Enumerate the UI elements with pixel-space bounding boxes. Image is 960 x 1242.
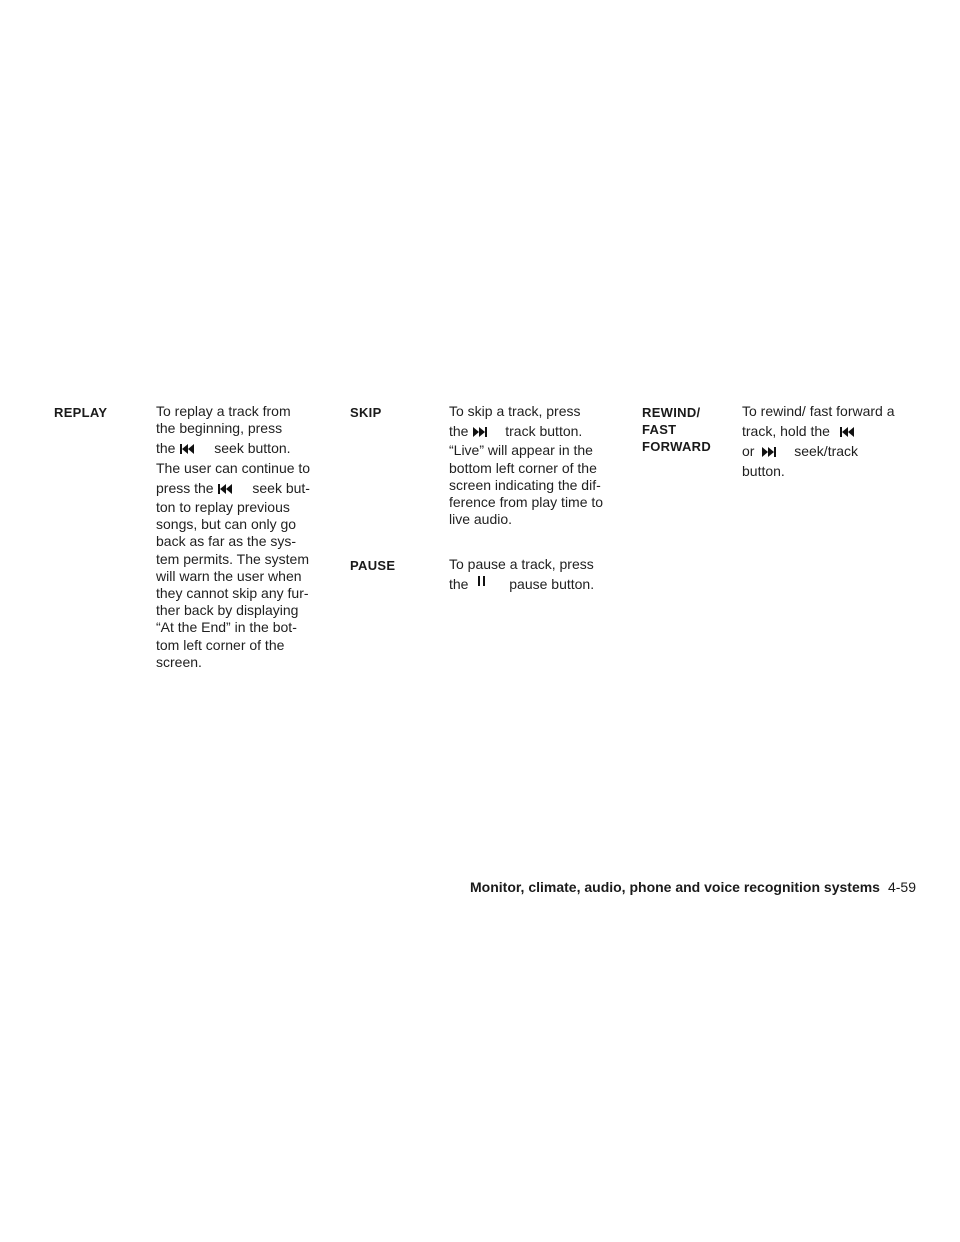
skip-description — [449, 403, 623, 528]
heading-line: FORWARD — [642, 439, 712, 454]
text-line: the beginning, press — [156, 420, 283, 437]
page-number: 4-59 — [887, 879, 916, 895]
seek-forward-icon — [762, 447, 776, 457]
text-fragment: seek button. — [214, 440, 291, 457]
text-line: To skip a track, press — [449, 403, 581, 419]
text-fragment: the — [156, 440, 176, 457]
text-fragment: the — [449, 576, 469, 593]
text-line: To rewind/ fast forward a — [742, 403, 895, 419]
text-fragment: the — [449, 423, 469, 440]
text-line: ther back by displaying — [156, 602, 299, 619]
text-line — [156, 440, 328, 457]
rewind-fast-forward-description — [742, 403, 918, 480]
text-line: ton to replay previous — [156, 499, 290, 516]
replay-heading: REPLAY — [54, 405, 108, 420]
text-line: screen indicating the dif- — [449, 476, 601, 493]
text-line — [449, 576, 623, 593]
skip-heading: SKIP — [350, 405, 382, 420]
text-line: will warn the user when — [156, 567, 302, 584]
text-line: screen. — [156, 653, 202, 670]
text-line: “At the End” in the bot- — [156, 619, 297, 636]
text-line: The user can continue to — [156, 459, 311, 476]
text-line: songs, but can only go — [156, 516, 297, 533]
heading-line: FAST — [642, 422, 677, 437]
heading-line: REWIND/ — [642, 405, 701, 420]
text-line: live audio. — [449, 511, 513, 528]
text-line: tom left corner of the — [156, 636, 285, 653]
seek-forward-icon — [473, 427, 487, 437]
text-line: To pause a track, press — [449, 556, 594, 572]
seek-back-icon — [840, 427, 854, 437]
text-line: To replay a track from — [156, 403, 291, 419]
text-line — [742, 423, 918, 440]
pause-icon — [478, 576, 485, 586]
text-line: tem permits. The system — [156, 550, 310, 567]
text-line: bottom left corner of the — [449, 459, 597, 476]
pause-description — [449, 556, 623, 593]
text-line: back as far as the sys- — [156, 533, 297, 550]
seek-back-icon — [218, 484, 232, 494]
text-line — [156, 480, 328, 497]
replay-description — [156, 403, 328, 671]
page-footer — [470, 879, 916, 895]
text-fragment: track button. — [505, 423, 583, 440]
text-line — [742, 443, 918, 460]
rewind-fast-forward-heading — [642, 404, 711, 455]
text-line: “Live” will appear in the — [449, 442, 593, 459]
text-fragment: or — [742, 443, 755, 460]
text-line — [449, 423, 623, 440]
text-line: they cannot skip any fur- — [156, 585, 309, 602]
text-line: button. — [742, 462, 785, 479]
pause-heading: PAUSE — [350, 558, 396, 573]
footer-section-title: Monitor, climate, audio, phone and voice recognition systems — [470, 879, 880, 895]
text-fragment: press the — [156, 479, 214, 496]
text-fragment: seek/track — [794, 443, 859, 460]
text-fragment: pause button. — [509, 576, 595, 593]
text-fragment: seek but- — [252, 479, 310, 496]
seek-back-icon — [180, 444, 194, 454]
text-fragment: track, hold the — [742, 423, 830, 440]
text-line: ference from play time to — [449, 494, 604, 511]
